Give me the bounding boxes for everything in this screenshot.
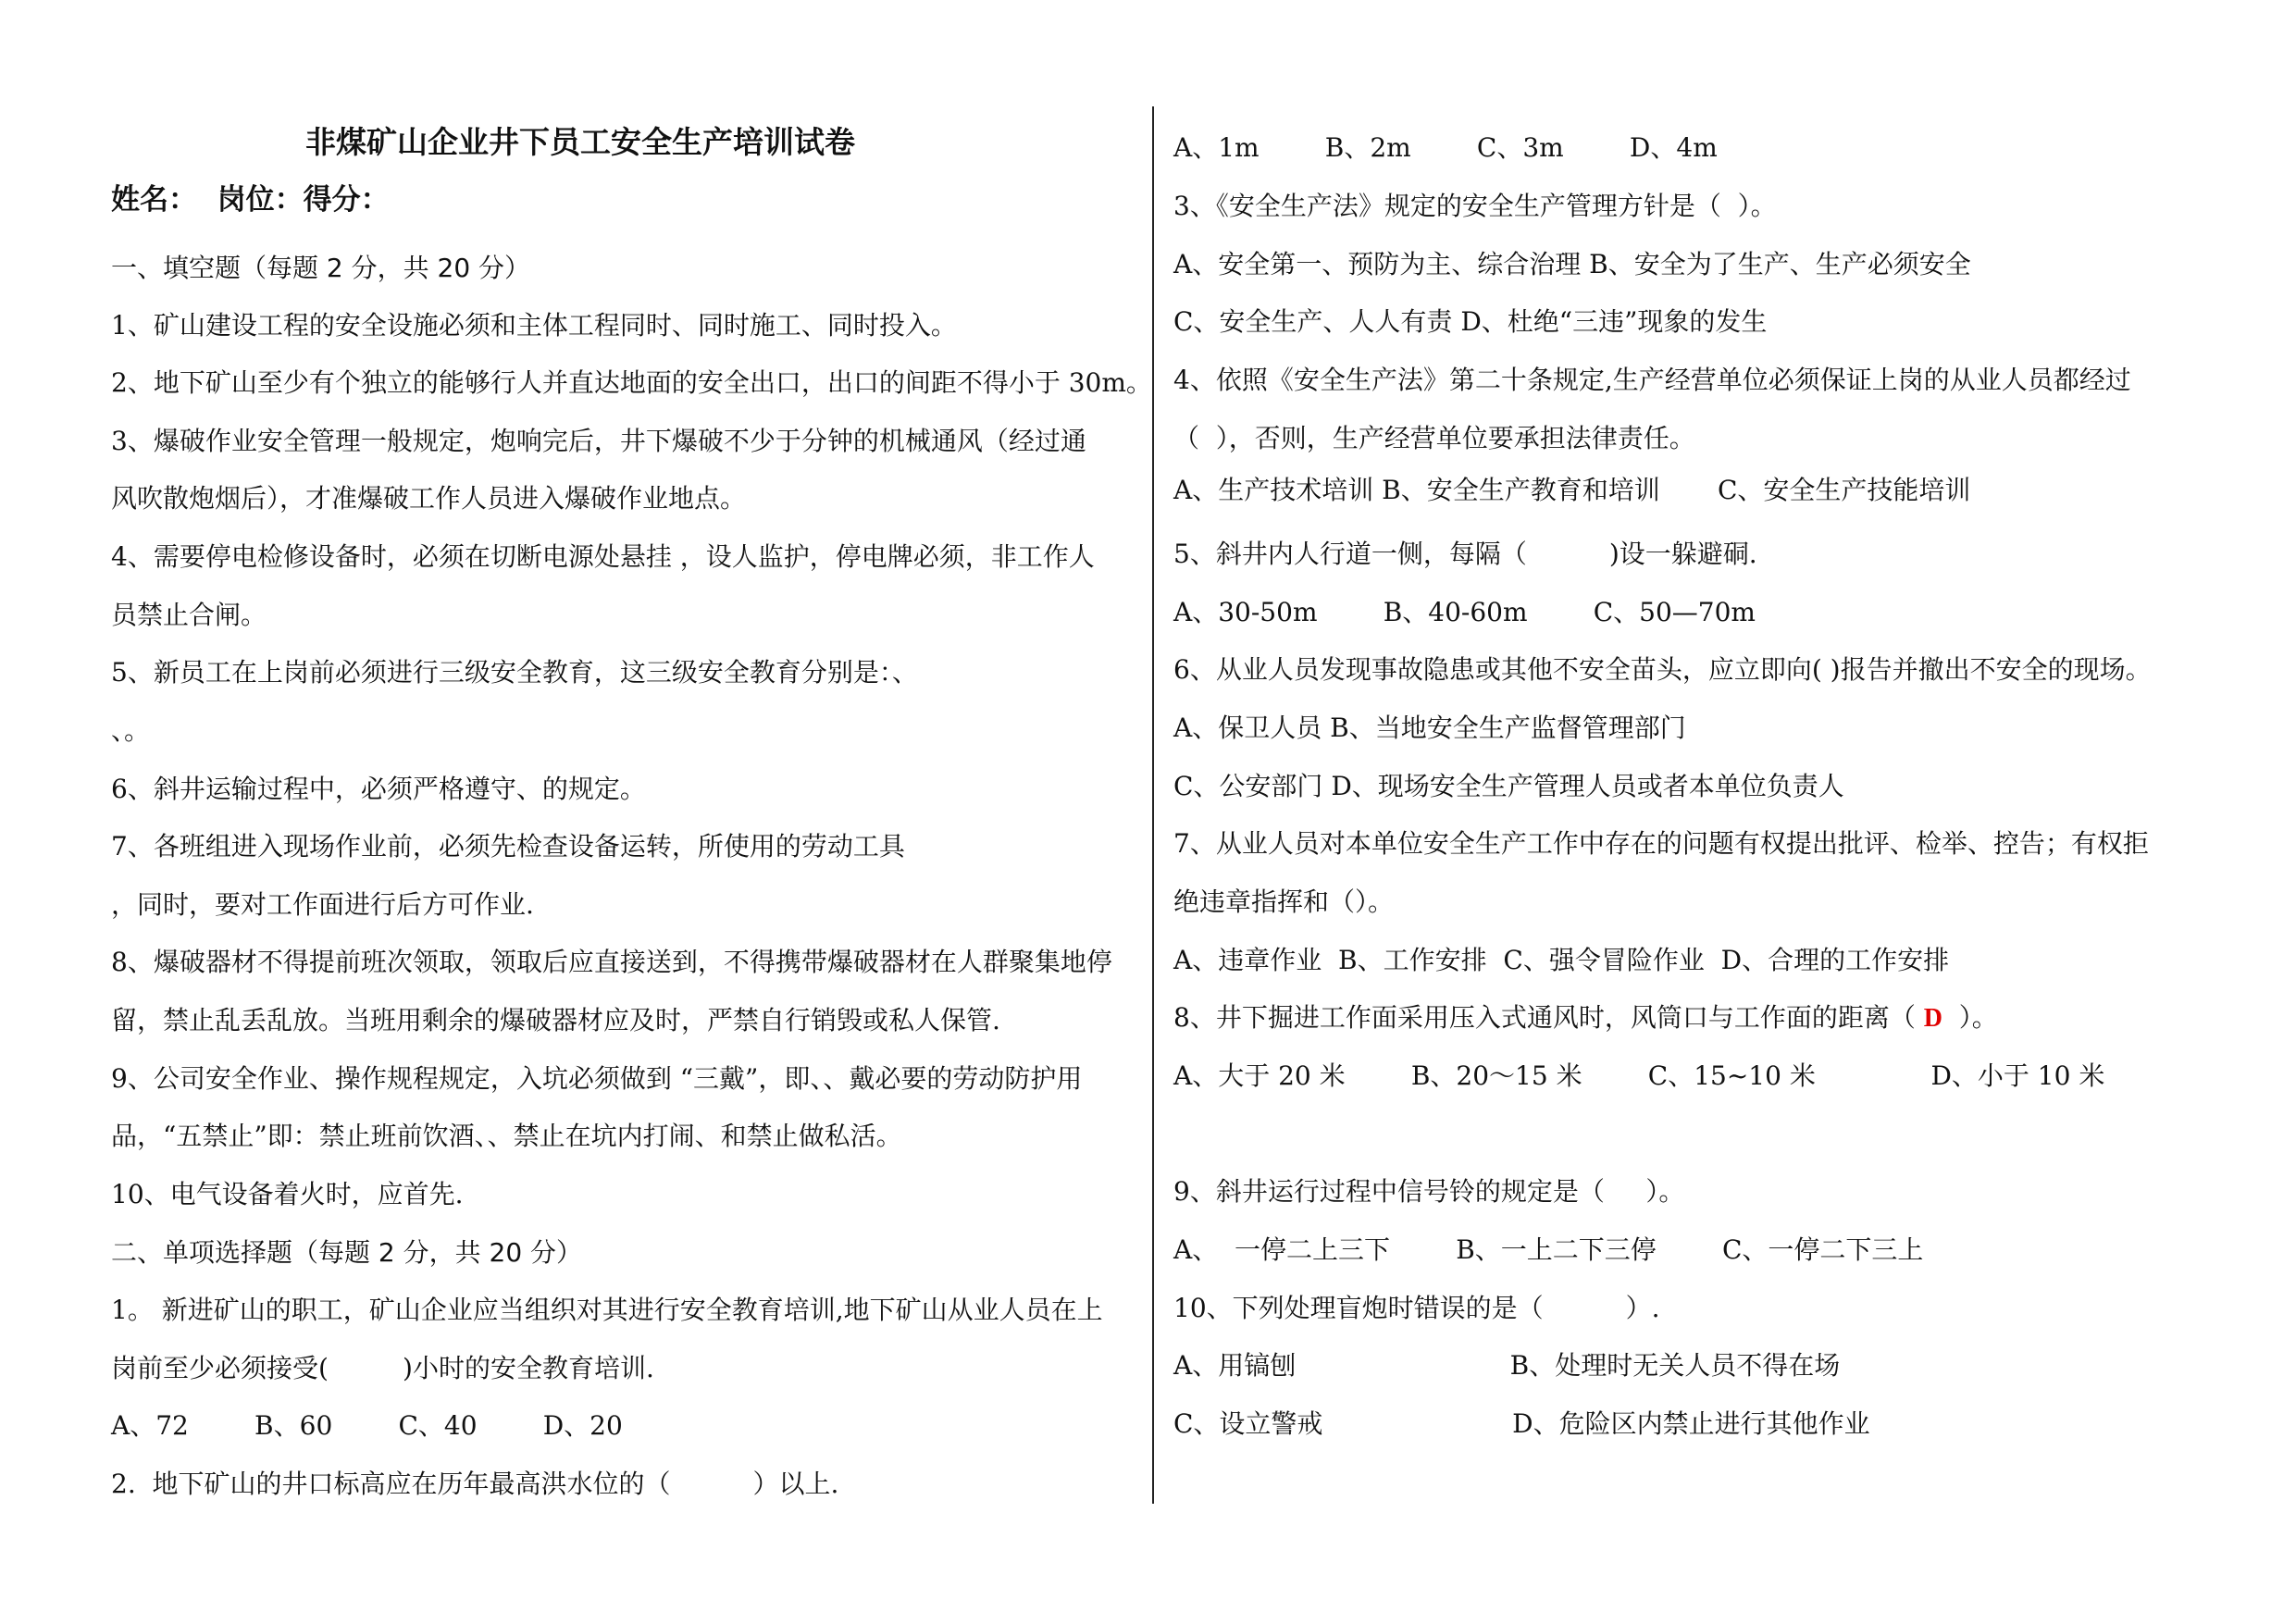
fill-line: 4、需要停电检修设备时，必须在切断电源处悬挂 ，设人监护，停电牌必须，非工作人 xyxy=(111,541,1095,572)
q2-options: A、1m B、2m C、3m D、4m xyxy=(1173,132,1718,163)
option-line: A、保卫人员 B、当地安全生产监督管理部门 xyxy=(1173,713,1686,743)
name-position-score-line: 姓名： 岗位：得分： xyxy=(111,183,390,217)
fill-line: 员禁止合闸。 xyxy=(111,600,267,630)
question-line: 7、从业人员对本单位安全生产工作中存在的问题有权提出批评、检举、控告；有权拒 xyxy=(1173,828,2149,859)
option-line: C、公安部门 D、现场安全生产管理人员或者本单位负责人 xyxy=(1173,771,1844,801)
fill-line: 1、矿山建设工程的安全设施必须和主体工程同时、同时施工、同时投入。 xyxy=(111,310,957,341)
fill-line: 风吹散炮烟后），才准爆破工作人员进入爆破作业地点。 xyxy=(111,483,747,514)
fill-line: 、。 xyxy=(111,715,151,746)
section-single-choice-heading: 二、单项选择题（每题 2 分，共 20 分） xyxy=(111,1237,583,1268)
question-line: （ ），否则，生产经营单位要承担法律责任。 xyxy=(1173,423,1695,453)
fill-line: 8、爆破器材不得提前班次领取，领取后应直接送到，不得携带爆破器材在人群聚集地停 xyxy=(111,947,1112,977)
q8-text: 8、井下掘进工作面采用压入式通风时，风筒口与工作面的距离（ xyxy=(1173,1002,1924,1033)
question-line: 9、斜井运行过程中信号铃的规定是（ ）。 xyxy=(1173,1176,1685,1207)
question-line: 3、《安全生产法》规定的安全生产管理方针是（ ）。 xyxy=(1173,191,1777,221)
fill-line: 3、爆破作业安全管理一般规定，炮响完后，井下爆破不少于分钟的机械通风（经过通 xyxy=(111,426,1086,456)
option-line: C、安全生产、人人有责 D、杜绝“三违”现象的发生 xyxy=(1173,306,1768,337)
choice-line: 岗前至少必须接受( )小时的安全教育培训. xyxy=(111,1353,654,1383)
fill-line: 6、斜井运输过程中，必须严格遵守、的规定。 xyxy=(111,774,646,804)
option-line: A、违章作业 B、工作安排 C、强令冒险作业 D、合理的工作安排 xyxy=(1173,945,1950,975)
question-line: 4、依照《安全生产法》第二十条规定,生产经营单位必须保证上岗的从业人员都经过 xyxy=(1173,365,2131,395)
option-line: A、生产技术培训 B、安全生产教育和培训 C、安全生产技能培训 xyxy=(1173,475,1971,505)
option-line: A、用镐刨 B、处理时无关人员不得在场 xyxy=(1173,1350,1841,1381)
fill-line: 留，禁止乱丢乱放。当班用剩余的爆破器材应及时，严禁自行销毁或私人保管. xyxy=(111,1005,1000,1035)
column-divider xyxy=(1152,106,1154,1504)
section-fill-blank-heading: 一、填空题（每题 2 分，共 20 分） xyxy=(111,253,531,283)
question-line: 10、下列处理盲炮时错误的是（ ）. xyxy=(1173,1293,1660,1323)
question-line: 5、斜井内人行道一侧，每隔（ )设一躲避硐. xyxy=(1173,539,1757,569)
question-line: 6、从业人员发现事故隐患或其他不安全苗头，应立即向( )报告并撤出不安全的现场。 xyxy=(1173,654,2152,685)
q8-line xyxy=(1173,999,1998,1037)
q8-options: A、大于 20 米 B、20～15 米 C、15~10 米 D、小于 10 米 xyxy=(1173,1060,2105,1091)
fill-line: 9、公司安全作业、操作规程规定，入坑必须做到 “三戴”，即、、戴必要的劳动防护用 xyxy=(111,1063,1083,1094)
fill-line: ，同时，要对工作面进行后方可作业. xyxy=(111,889,534,920)
q8-answer-mark: D xyxy=(1923,1004,1942,1033)
fill-line: 10、电气设备着火时，应首先. xyxy=(111,1179,464,1209)
fill-line: 7、各班组进入现场作业前，必须先检查设备运转，所使用的劳动工具 xyxy=(111,831,905,862)
fill-line: 品，“五禁止”即：禁止班前饮酒、、禁止在坑内打闹、和禁止做私活。 xyxy=(111,1121,902,1151)
fill-line: 2、地下矿山至少有个独立的能够行人并直达地面的安全出口，出口的间距不得小于 30m。 xyxy=(111,367,1152,398)
page-title: 非煤矿山企业井下员工安全生产培训试卷 xyxy=(305,124,855,160)
fill-line: 5、新员工在上岗前必须进行三级安全教育，这三级安全教育分别是：、 xyxy=(111,657,918,688)
choice-line: 2. 地下矿山的井口标高应在历年最高洪水位的（ ）以上. xyxy=(111,1469,839,1499)
choice-options: A、72 B、60 C、40 D、20 xyxy=(111,1410,623,1441)
option-line: A、 一停二上三下 B、一上二下三停 C、一停二下三上 xyxy=(1173,1234,1924,1265)
choice-line: 1。 新进矿山的职工，矿山企业应当组织对其进行安全教育培训,地下矿山从业人员在上 xyxy=(111,1295,1103,1325)
option-line: A、安全第一、预防为主、综合治理 B、安全为了生产、生产必须安全 xyxy=(1173,249,1971,279)
question-line: 绝违章指挥和（）。 xyxy=(1173,886,1395,917)
option-line: A、30-50m B、40-60m C、50—70m xyxy=(1173,597,1756,627)
option-line: C、设立警戒 D、危险区内禁止进行其他作业 xyxy=(1173,1408,1870,1439)
q8-suffix: ）。 xyxy=(1942,1002,1998,1033)
